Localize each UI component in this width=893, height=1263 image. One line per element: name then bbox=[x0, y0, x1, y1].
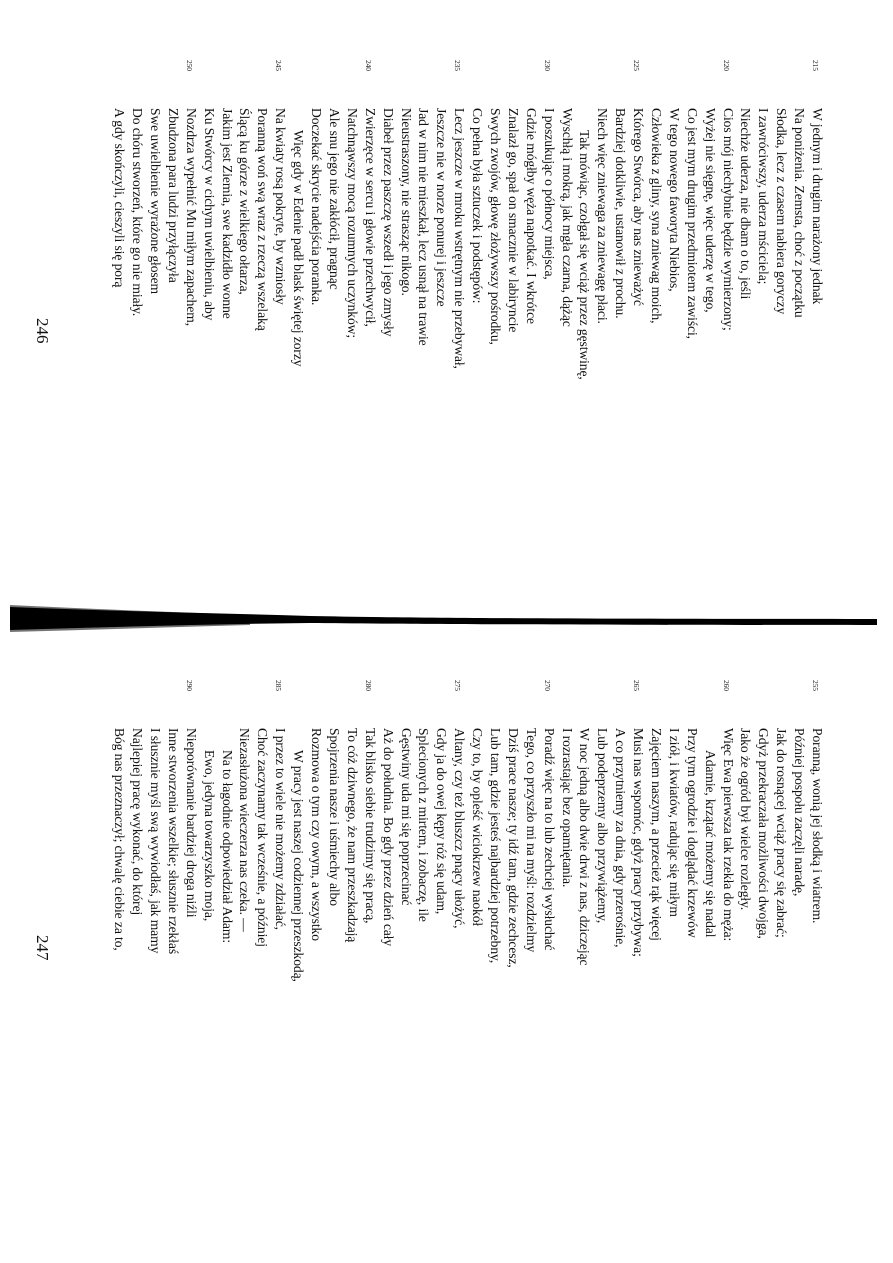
verse-line bbox=[540, 680, 558, 982]
verse-line bbox=[486, 728, 504, 982]
verse-line bbox=[754, 728, 772, 982]
verse-line bbox=[397, 108, 415, 380]
verse-line bbox=[289, 728, 307, 982]
verse-line bbox=[737, 108, 755, 380]
line-number: 275 bbox=[453, 680, 463, 691]
verse-line bbox=[450, 680, 468, 982]
verse-line bbox=[271, 680, 289, 982]
line-number: 220 bbox=[721, 60, 731, 71]
verse-line bbox=[504, 108, 522, 380]
verse-text: Diabeł przez paszczę wszedł i jego zmysły bbox=[380, 108, 396, 337]
verse-line bbox=[254, 108, 272, 380]
verse-text: I ziół, i kwiatów, radując się miłym bbox=[666, 728, 682, 917]
verse-text: Ku Stwórcy w cichym uwielbieniu, aby bbox=[201, 108, 217, 321]
verse-text: Człowieka z gliny, syna zniewag moich, bbox=[648, 108, 664, 324]
verse-text: Spojrzenia nasze i uśmiechy albo bbox=[326, 728, 342, 906]
verse-text: W jednym i drugim narażony jednak bbox=[810, 108, 825, 305]
verse-text: Którego Stwórca, aby nas znieważyć bbox=[631, 108, 647, 306]
verse-line bbox=[486, 108, 504, 380]
verse-text: Przy tym ogrodzie i doglądać krzewów bbox=[684, 728, 700, 938]
verse-text: Jako że ogród był wielce rozległy. bbox=[738, 728, 754, 911]
verse-line bbox=[772, 108, 790, 380]
verse-text: Jeszcze nie w norze ponurej i jeszcze bbox=[434, 108, 450, 307]
verse-text: Cios mój niechybnie będzie wymierzony; bbox=[720, 108, 736, 331]
verse-line bbox=[522, 108, 540, 380]
verse-text: Lecz jeszcze w mroku wstrętnym nie przebywał, bbox=[452, 108, 468, 369]
verse-text: A gdy skończyli, cieszyli się porą bbox=[112, 108, 128, 288]
verse-text: Co pełna była sztuczek i podstępów: bbox=[470, 108, 486, 304]
verse-line bbox=[450, 60, 468, 380]
line-number: 215 bbox=[811, 60, 820, 71]
verse-line bbox=[218, 108, 236, 380]
verse-line bbox=[808, 680, 826, 982]
verse-line bbox=[468, 108, 486, 380]
verse-text: Ewo, jedyna towarzyszko moja, bbox=[201, 750, 217, 922]
line-number: 230 bbox=[542, 60, 552, 71]
verse-text: Musi nas wspomóc, gdyż pracy przybywa; bbox=[631, 728, 647, 957]
verse-text: To cóż dziwnego, że nam przeszkadzają bbox=[344, 728, 360, 943]
line-number: 245 bbox=[274, 60, 284, 71]
verse-text: Więc gdy w Edenie padł blask świętej zorzy bbox=[291, 130, 307, 367]
verse-text: Poranną woń swą wraz z rzeczą wszelaką bbox=[255, 108, 271, 331]
line-number: 265 bbox=[632, 680, 642, 691]
verse-text: W noc jedną albo dwie drwi z nas, dziczejąc bbox=[577, 728, 593, 966]
verse-text: I przez to wiele nie możemy zdziałać, bbox=[273, 728, 289, 930]
verse-text: Tak blisko siebie trudzimy się pracą, bbox=[362, 728, 378, 924]
verse-text: Inne stworzenia wszelkie; słusznie rzekłaś bbox=[165, 728, 181, 955]
verse-text: Tak mówiąc, czołgał się wciąż przez gęstwinę, bbox=[577, 130, 593, 380]
page-number-left: 246 bbox=[33, 318, 52, 344]
left-page-text-block bbox=[110, 60, 826, 380]
verse-text: Niezasłużona wieczerza nas czeka. — bbox=[237, 728, 253, 932]
verse-text: Zwierzęce w sercu i głowie przechwycił, bbox=[362, 108, 378, 327]
verse-text: Swych zwojów, głowę złożywszy pośrodku, bbox=[487, 108, 503, 345]
verse-line bbox=[325, 728, 343, 982]
verse-text: Jad w nim nie mieszkał, lecz usnął na trawie bbox=[416, 108, 432, 346]
verse-line bbox=[110, 108, 128, 380]
line-number: 285 bbox=[274, 680, 284, 691]
verse-line bbox=[432, 728, 450, 982]
line-number: 280 bbox=[363, 680, 373, 691]
verse-line bbox=[254, 728, 272, 982]
verse-line bbox=[683, 108, 701, 380]
line-number: 260 bbox=[721, 680, 731, 691]
verse-line bbox=[647, 728, 665, 982]
verse-line bbox=[128, 728, 146, 982]
line-number: 235 bbox=[453, 60, 463, 71]
verse-text: Więc Ewa pierwsza tak rzekła do męża: bbox=[720, 728, 736, 942]
verse-text: Adamie, krzątać możemy się nadal bbox=[702, 750, 718, 938]
verse-line bbox=[701, 728, 719, 982]
verse-text: Jak do rosnącej wciąż pracy się zabrać; bbox=[774, 728, 790, 938]
verse-text: Na poniżenia. Zemsta, choć z początku bbox=[792, 108, 808, 318]
verse-line bbox=[379, 108, 397, 380]
verse-text: Nieustraszony, nie strasząc nikogo. bbox=[398, 108, 414, 296]
verse-text: Bardziej dotkliwie, ustanowił z prochu. bbox=[613, 108, 629, 319]
verse-text: Co jest mym drugim przedmiotem zawiści, bbox=[684, 108, 700, 339]
verse-line bbox=[790, 728, 808, 982]
verse-line bbox=[325, 108, 343, 380]
verse-line bbox=[289, 108, 307, 380]
verse-line bbox=[182, 60, 200, 380]
verse-line bbox=[611, 108, 629, 380]
verse-line bbox=[540, 60, 558, 380]
verse-text: Ślącą ku górze z wielkiego ołtarza, bbox=[237, 108, 253, 295]
verse-text: Lub tam, gdzie jesteś najbardziej potrzebny, bbox=[487, 728, 503, 964]
verse-text: I poszukując o północy miejsca, bbox=[541, 108, 557, 280]
verse-text: Najlepiej pracę wykonać, do której bbox=[130, 728, 146, 916]
binding-gutter-shadow bbox=[10, 603, 877, 633]
verse-line bbox=[164, 728, 182, 982]
verse-line bbox=[361, 60, 379, 380]
verse-text: Zajęciem naszym, a przecież rąk więcej bbox=[648, 728, 664, 941]
verse-line bbox=[790, 108, 808, 380]
verse-text: Niech więc zniewaga za zniewagę płaci. bbox=[595, 108, 611, 324]
line-number: 290 bbox=[184, 680, 194, 691]
verse-line bbox=[754, 108, 772, 380]
verse-line bbox=[558, 108, 576, 380]
verse-line bbox=[611, 728, 629, 982]
verse-text: Natchnąwszy mocą rozumnych uczynków; bbox=[344, 108, 360, 339]
verse-line bbox=[737, 728, 755, 982]
verse-text: W pracy jest naszej codziennej przeszkodą, bbox=[291, 750, 307, 982]
verse-text: Zbudzona para ludzi przyłączyła bbox=[165, 108, 181, 283]
verse-line bbox=[593, 108, 611, 380]
verse-text: W tego nowego faworyta Niebios, bbox=[666, 108, 682, 292]
verse-text: Dziś prace nasze; ty idź tam, gdzie zechcesz, bbox=[505, 728, 521, 968]
verse-text: I słusznie myśl swą wywiodłaś, jak mamy bbox=[148, 728, 164, 954]
verse-text: Słodka, lecz z czasem nabiera goryczy bbox=[774, 108, 790, 315]
verse-line bbox=[468, 728, 486, 982]
verse-text: Później pospołu zaczęli naradę, bbox=[792, 728, 808, 897]
verse-line bbox=[576, 108, 594, 380]
page-number-right: 247 bbox=[33, 935, 52, 961]
line-number: 240 bbox=[363, 60, 373, 71]
verse-line bbox=[629, 680, 647, 982]
verse-line bbox=[576, 728, 594, 982]
verse-line bbox=[361, 680, 379, 982]
verse-line bbox=[665, 728, 683, 982]
verse-line bbox=[504, 728, 522, 982]
verse-text: Choć zaczynamy tak wcześnie, a później bbox=[255, 728, 271, 947]
verse-text: Gdzie mógłby węża napotkać. I wkrótce bbox=[523, 108, 539, 324]
verse-text: Rozmowa o tym czy owym, a wszystko bbox=[309, 728, 325, 941]
verse-text: Na to łagodnie odpowiedział Adam: bbox=[219, 750, 235, 944]
verse-text: Na kwiaty rosą pokryte, by wzniosły bbox=[273, 108, 289, 305]
verse-text: Ale snu jego nie zakłócił, pragnąc bbox=[326, 108, 342, 290]
verse-text: Gdy ja do owej kępy róż się udam, bbox=[434, 728, 450, 915]
verse-line bbox=[719, 680, 737, 982]
verse-text: Tego, co przyszło mi na myśl: rozdzielmy bbox=[523, 728, 539, 953]
verse-text: Znalazł go, spał on smacznie w labiryncie bbox=[505, 108, 521, 333]
verse-line bbox=[343, 728, 361, 982]
verse-text: Gdyż przekraczała możliwości dwojga, bbox=[756, 728, 772, 939]
verse-text: Do chóru stworzeń, które go nie miały. bbox=[130, 108, 146, 317]
verse-text: Bóg nas przeznaczył; chwalę ciebie za to, bbox=[112, 728, 128, 951]
verse-text: Poranną, wonią jej słodką i wiatrem. bbox=[810, 728, 825, 924]
verse-line bbox=[218, 728, 236, 982]
verse-line bbox=[629, 60, 647, 380]
verse-line bbox=[593, 728, 611, 982]
verse-text: Splecionych z mirtem, i zobaczę, ile bbox=[416, 728, 432, 922]
verse-line bbox=[558, 728, 576, 982]
verse-text: Nieporównanie bardziej droga niźli bbox=[183, 728, 199, 918]
verse-line bbox=[164, 108, 182, 380]
verse-line bbox=[200, 728, 218, 982]
line-number: 225 bbox=[632, 60, 642, 71]
verse-text: I zawróciwszy, uderza mściciela; bbox=[756, 108, 772, 285]
verse-line bbox=[397, 728, 415, 982]
verse-line bbox=[146, 728, 164, 982]
verse-text: A co przytniemy za dnia, gdy przerośnie, bbox=[613, 728, 629, 948]
verse-line bbox=[146, 108, 164, 380]
verse-line bbox=[236, 728, 254, 982]
verse-line bbox=[379, 728, 397, 982]
verse-line bbox=[719, 60, 737, 380]
verse-line bbox=[522, 728, 540, 982]
verse-text: Nozdrza wypełnić Mu miłym zapachem, bbox=[183, 108, 199, 327]
verse-line bbox=[665, 108, 683, 380]
verse-text: Altany, czy też bluszcz pnący ułożyć, bbox=[452, 728, 468, 929]
right-page-text-block bbox=[110, 680, 826, 982]
verse-line bbox=[772, 728, 790, 982]
verse-text: Gęstwiny uda mi się poprzecinać bbox=[398, 728, 414, 906]
verse-text: Poradź więc na to lub zechciej wysłuchać bbox=[541, 728, 557, 951]
verse-line bbox=[236, 108, 254, 380]
verse-line bbox=[415, 108, 433, 380]
line-number: 255 bbox=[811, 680, 820, 691]
verse-line bbox=[110, 728, 128, 982]
verse-line bbox=[415, 728, 433, 982]
verse-text: Aż do południa. Bo gdy przez dzień cały bbox=[380, 728, 396, 947]
verse-line bbox=[432, 108, 450, 380]
verse-text: Doczekać skrycie nadejścia poranka. bbox=[309, 108, 325, 306]
verse-text: I rozrastając bez opamiętania. bbox=[559, 728, 575, 888]
verse-text: Wyżej nie sięgnę, więc uderzę w tego, bbox=[702, 108, 718, 313]
verse-line bbox=[701, 108, 719, 380]
verse-line bbox=[307, 108, 325, 380]
line-number: 270 bbox=[542, 680, 552, 691]
verse-line bbox=[343, 108, 361, 380]
verse-text: Czy to, by opleść wiciokrzew naokół bbox=[470, 728, 486, 927]
verse-line bbox=[808, 60, 826, 380]
verse-line bbox=[271, 60, 289, 380]
line-number: 250 bbox=[184, 60, 194, 71]
verse-text: Niechże uderza, nie dbam o to, jeśli bbox=[738, 108, 754, 300]
verse-text: Wyschłą i mokrą, jak mgła czarna, dążąc bbox=[559, 108, 575, 327]
verse-line bbox=[307, 728, 325, 982]
verse-line bbox=[182, 680, 200, 982]
verse-line bbox=[200, 108, 218, 380]
verse-text: Swe uwielbienie wyrażone głosem bbox=[148, 108, 164, 295]
verse-text: Lub podeprzemy albo przywiążemy, bbox=[595, 728, 611, 924]
verse-line bbox=[647, 108, 665, 380]
verse-line bbox=[683, 728, 701, 982]
verse-line bbox=[128, 108, 146, 380]
verse-text: Jakim jest Ziemia, swe kadzidło wonne bbox=[219, 108, 235, 319]
